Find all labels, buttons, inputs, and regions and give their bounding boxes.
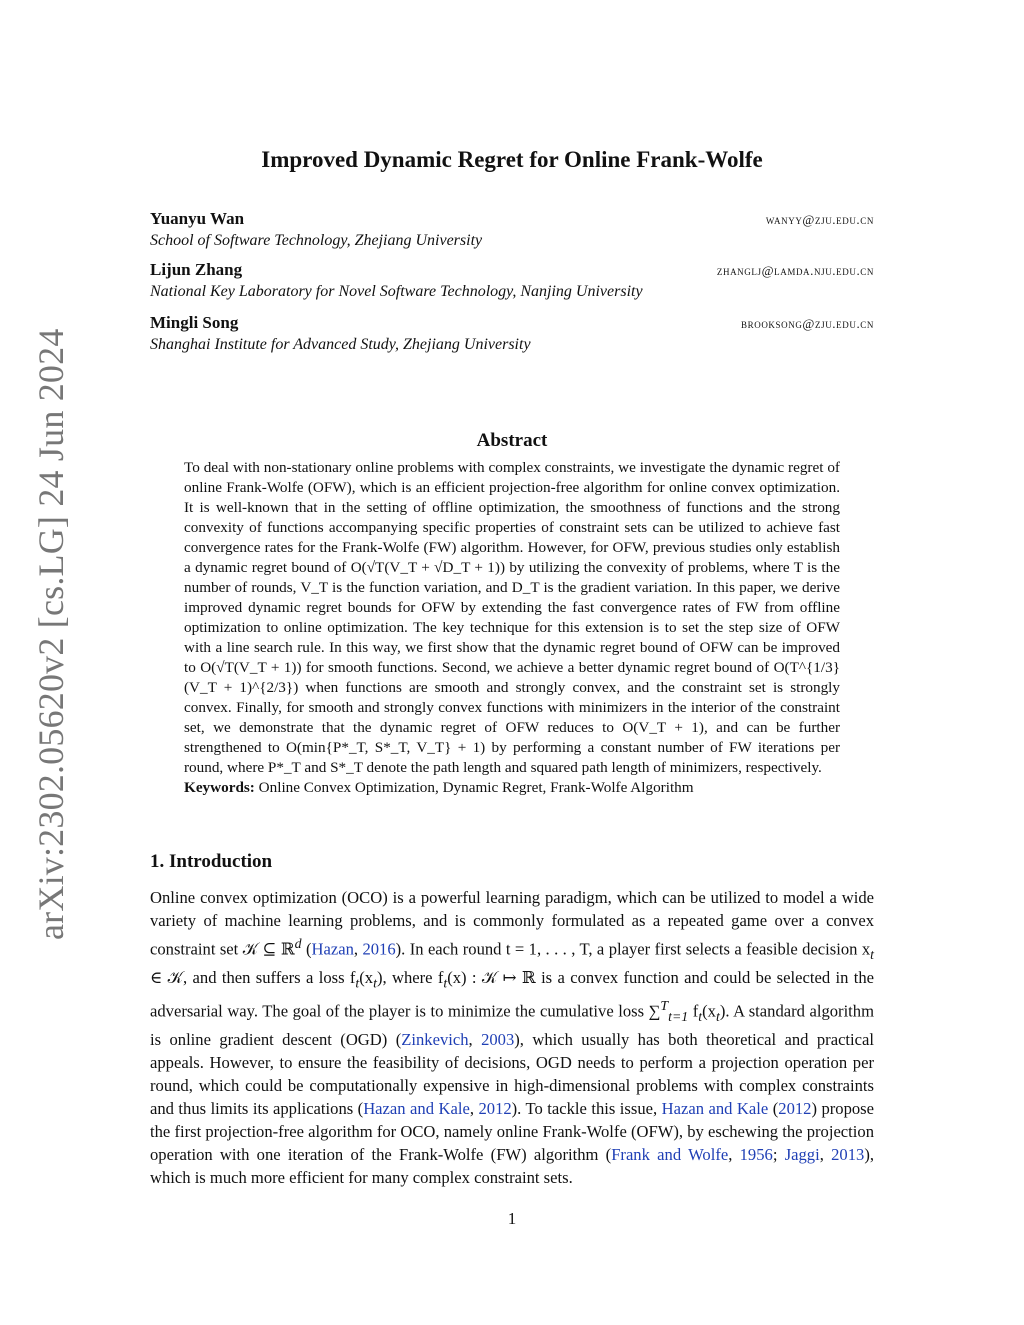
keywords-label: Keywords:: [184, 779, 255, 796]
intro-text: (x: [702, 1001, 716, 1021]
author-affiliation: Shanghai Institute for Advanced Study, Zhejiang University: [150, 336, 531, 353]
keywords-list: Online Convex Optimization, Dynamic Regret, Frank-Wolfe Algorithm: [258, 779, 694, 796]
intro-text: ). To tackle this issue,: [511, 1099, 662, 1118]
author-name: Lijun Zhang: [150, 260, 243, 279]
section-heading-introduction: [150, 851, 272, 873]
intro-math: t=1: [668, 1009, 689, 1024]
intro-text: Online convex optimization (OCO) is a powerful learning paradigm, which can be utilized to model a wide variety of machine learning problems, and is commonly formulated as a repeated game over a convex constraint set 𝒦 ⊆ ℝ: [150, 888, 874, 959]
abstract-body: [184, 458, 840, 798]
intro-math: T: [660, 998, 669, 1014]
abstract-text: To deal with non-stationary online problems with complex constraints, we investigate the dynamic regret of online Frank-Wolfe (OFW), which is an efficient projection-free algorithm for online convex optimization. It is well-known that in the setting of offline optimization, the smoothness of functions and the strong convexity of functions accompanying specific properties of constraint sets can be utilized to achieve fast convergence rates for the Frank-Wolfe (FW) algorithm. However, for OFW, previous studies only establish a dynamic regret bound of O(√T(V_T + √D_T + 1)) by utilizing the convexity of problems, where T is the number of rounds, V_T is the function variation, and D_T is the gradient variation. In this paper, we derive improved dynamic regret bounds for OFW by extending the fast convergence rates of FW from offline optimization to online optimization. The key technique for this extension is to set the step size of OFW with a line search rule. In this way, we first show that the dynamic regret bound of OFW can be improved to O(√T(V_T + 1)) for smooth functions. Second, we achieve a better dynamic regret bound of O(T^{1/3}(V_T + 1)^{2/3}) when functions are smooth and strongly convex, and the constraint set is strongly convex. Finally, for smooth and strongly convex functions with minimizers in the interior of the constraint set, we demonstrate that the dynamic regret of OFW reduces to O(V_T + 1), and can be further strengthened to O(min{P*_T, S*_T, V_T} + 1) by performing a constant number of FW iterations per round, where P*_T and S*_T denote the path length and squared path length of minimizers, respectively.: [184, 459, 840, 776]
intro-text: (x) : 𝒦 ↦ ℝ is a convex function and could be selected in the adversarial way. The goal of the player is to minimize the cumulative loss ∑: [150, 967, 874, 1021]
intro-math: t: [443, 975, 448, 991]
citation-link[interactable]: Hazan and Kale: [363, 1099, 470, 1118]
citation-year-link[interactable]: 2012: [478, 1099, 512, 1118]
author-name: Yuanyu Wan: [150, 209, 245, 228]
author-email[interactable]: wanyy@zju.edu.cn: [765, 212, 874, 227]
author-affiliation: School of Software Technology, Zhejiang University: [150, 232, 483, 249]
abstract-heading: Abstract: [476, 430, 548, 451]
paper-title: Improved Dynamic Regret for Online Frank-Wolfe: [261, 147, 763, 172]
author-email[interactable]: zhanglj@lamda.nju.edu.cn: [716, 263, 874, 278]
intro-text: ), which is much more efficient for many complex constraint sets.: [150, 1145, 874, 1187]
intro-text: ), where f: [376, 967, 444, 987]
citation-link[interactable]: Zinkevich: [401, 1030, 469, 1049]
author-name: Mingli Song: [150, 313, 239, 332]
author-affiliation: National Key Laboratory for Novel Software Technology, Nanjing University: [150, 283, 643, 300]
intro-text: ). In each round t = 1, . . . , T, a player first selects a feasible decision x: [395, 939, 871, 959]
intro-text: f: [688, 1001, 699, 1021]
author-block: [150, 260, 874, 301]
citation-year-link[interactable]: 1956: [739, 1145, 773, 1164]
author-block: [150, 313, 874, 354]
intro-math: t: [373, 975, 377, 991]
section-number: 1.: [150, 851, 165, 872]
citation-year-link[interactable]: 2016: [362, 939, 396, 959]
intro-math: t: [355, 975, 360, 991]
citation-link[interactable]: Jaggi: [784, 1145, 820, 1164]
keywords-line: [184, 778, 840, 798]
intro-text: ). A standard algorithm is online gradient descent (OGD) (: [150, 1001, 874, 1049]
section-title: Introduction: [169, 851, 273, 872]
arxiv-identifier-stamp: arXiv:2302.05620v2 [cs.LG] 24 Jun 2024: [31, 328, 71, 940]
citation-link[interactable]: Frank and Wolfe: [611, 1145, 729, 1164]
intro-text: ∈ 𝒦, and then suffers a loss f: [150, 967, 356, 987]
intro-math: t: [870, 946, 874, 962]
intro-math: t: [698, 1009, 703, 1024]
intro-text: (x: [359, 967, 374, 987]
citation-year-link[interactable]: 2003: [481, 1030, 515, 1049]
page-number: 1: [507, 1209, 517, 1228]
citation-year-link[interactable]: 2013: [831, 1145, 865, 1164]
citation-link[interactable]: Hazan and Kale: [661, 1099, 769, 1118]
author-email[interactable]: brooksong@zju.edu.cn: [741, 316, 874, 331]
intro-math: t: [715, 1009, 720, 1024]
intro-text: ), which usually has both theoretical and practical appeals. However, to ensure the feasibility of decisions, OGD needs to perform a projection operation per round, which could be computationally expensive in high-dimensional problems with complex constraints and thus limits its applications (: [150, 1030, 874, 1118]
intro-text: propose the first projection-free algorithm for OCO, namely online Frank-Wolfe (OFW), by eschewing the projection operation with one iteration of the Frank-Wolfe (FW) algorithm (: [150, 1099, 874, 1164]
citation-year-link[interactable]: 2012: [778, 1099, 812, 1118]
citation-link[interactable]: Hazan: [311, 939, 354, 959]
introduction-paragraph: Online convex optimization (OCO) is a powerful learning paradigm, which can be utilized to model a wide variety of machine learning problems, and is commonly formulated as a repeated game over a convex constraint set 𝒦 ⊆ ℝ$^d$ (Hazan, 2016). In each round t = 1, . . . , T, a player first selects a feasible decision $x_t$ ∈ 𝒦, and then suffers a loss $f_t(x_t)$, where $f_t(x)$ : 𝒦 ↦ ℝ is a convex function and could be selected in the adversarial way. The goal of the player is to minimize the cumulative loss ∑$^T_{t=1}$ $f_t(x_t)$. A standard algorithm is online gradient descent (OGD) (Zinkevich, 2003), which usually has both theoretical and practical appeals. However, to ensure the feasibility of decisions, OGD needs to perform a projection operation per round, which could be computationally expensive in high-dimensional problems with complex constraints and thus limits its applications (Hazan and Kale, 2012). To tackle this issue, Hazan and Kale (2012) propose the first projection-free algorithm for OCO, namely online Frank-Wolfe (OFW), by eschewing the projection operation with one iteration of the Frank-Wolfe (FW) algorithm (Frank and Wolfe, 1956; Jaggi, 2013), which is much more efficient for many complex constraint sets.: [150, 888, 874, 1187]
intro-math: d: [294, 936, 302, 951]
author-block: [150, 209, 874, 250]
